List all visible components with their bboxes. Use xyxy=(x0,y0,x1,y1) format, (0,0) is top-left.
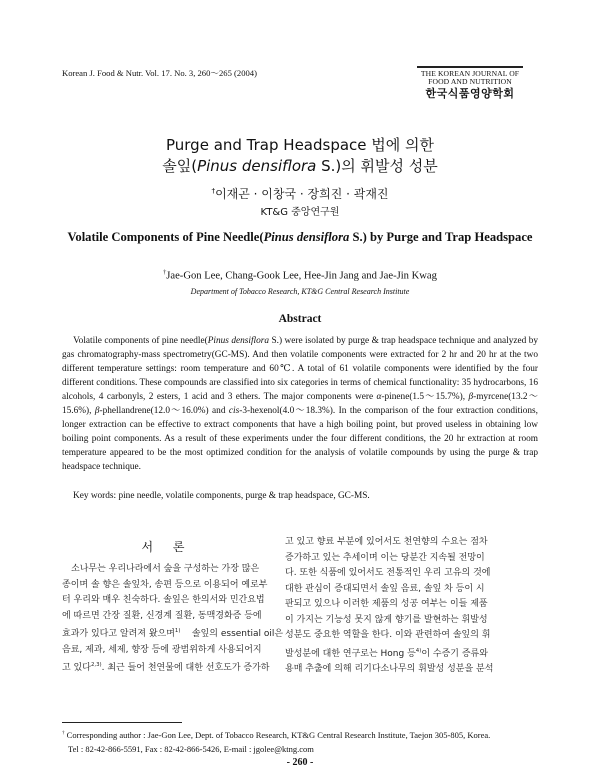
citation-sup: 4) xyxy=(415,647,422,654)
footnote xyxy=(62,726,538,756)
text-span: 발성분에 대한 연구로는 Hong 등 xyxy=(285,648,416,659)
title-ko-line2-post: S.)의 휘발성 성분 xyxy=(316,157,438,175)
footnote-rule xyxy=(62,722,182,723)
abstract-heading: Abstract xyxy=(278,313,322,325)
title-ko-line1: Purge and Trap Headspace 법에 의한 xyxy=(165,136,435,154)
journal-citation: Korean J. Food & Nutr. Vol. 17. No. 3, 260～265 (2004) xyxy=(62,68,257,78)
abstract-text-4: -myrcene(13.2～15.6%), xyxy=(62,392,538,417)
abstract-text-2: S.) were isolated by purge & trap headspace technique and analyzed by gas chromatography-mass spectrometry(GC-MS). And then volatile components were extracted for 2 hr and 20 hr at the two different temperature settings: room temperature and 60℃. A total of 61 volatile components were identified by the four different conditions. These compounds are classified into six categories in terms of chemical functionality: 35 hydrocarbons, 16 alcohols, 4 carbonyls, 2 esters, 1 acid and 3 ethers. The major components were xyxy=(62,336,539,403)
page-number: - 260 - xyxy=(286,757,314,768)
footnote-dagger: † xyxy=(62,730,65,736)
text-line: 고 있고 향료 부분에 있어서도 천연향의 수요는 점차 xyxy=(285,537,488,547)
text-line: 용매 추출에 의해 리기다소나무의 휘발성 성분을 분석 xyxy=(285,664,494,674)
corresponding-dagger-en: † xyxy=(163,269,167,276)
abstract-text-1: Volatile components of pine needle( xyxy=(73,336,208,346)
text-line: 에 따르면 간장 질환, 신경계 질환, 동맥경화증 등에 xyxy=(62,610,262,621)
text-span: 솔잎의 essential oil은 xyxy=(180,629,284,639)
text-line: 다. 또한 식품에 있어서도 전통적인 우리 고유의 것에 xyxy=(285,568,491,578)
affiliation-ko: KT&G 중앙연구원 xyxy=(260,207,340,218)
text-span: . 최근 들어 천연물에 대한 선호도가 증가하 xyxy=(101,663,270,673)
intro-left-column xyxy=(62,562,284,677)
text-line: 음료, 제과, 세제, 향장 등에 광범위하게 사용되어지 xyxy=(62,644,262,655)
footnote-line1 xyxy=(62,726,538,742)
text-span: 이 수증기 증류와 xyxy=(421,648,488,659)
intro-right-column xyxy=(285,535,538,678)
department-en: Department of Tobacco Research, KT&G Central Research Institute xyxy=(190,287,410,296)
journal-top-rule xyxy=(417,66,523,68)
abstract-text-3: -pinene(1.5～15.7%), xyxy=(381,392,469,403)
keywords-text: pine needle, volatile components, purge & trap headspace, GC-MS. xyxy=(116,491,370,501)
footnote-line2: Tel : 82-42-866-5591, Fax : 82-42-866-5426, E-mail : jgolee@ktng.com xyxy=(68,743,314,754)
text-line: 터 우리와 매우 친숙하다. 솔잎은 한의서와 민간요법 xyxy=(62,595,265,605)
text-span: 고 있다 xyxy=(62,663,91,673)
title-en xyxy=(60,228,540,247)
authors-ko xyxy=(0,185,600,202)
text-line: 종이며 솔 향은 솔잎차, 송편 등으로 이용되어 예로부 xyxy=(62,579,268,590)
title-ko-line2 xyxy=(0,156,600,177)
authors-en xyxy=(0,269,600,282)
abstract-paragraph xyxy=(62,334,538,474)
text-line: 판되고 있으나 이러한 제품의 성공 여부는 이들 제품 xyxy=(285,599,488,609)
abstract-alpha: α xyxy=(376,392,382,403)
abstract-beta-1: β xyxy=(468,392,474,403)
title-en-post: S.) by Purge and Trap Headspace xyxy=(349,230,533,244)
footnote-corresponding: Corresponding author : Jae-Gon Lee, Dept. of Tobacco Research, KT&G Central Research Institute, Taejon 305-805, Korea. xyxy=(66,729,491,740)
journal-name-ko: 한국식품영양학회 xyxy=(425,87,515,101)
keywords xyxy=(62,491,538,501)
text-line xyxy=(62,658,272,677)
abstract-species: Pinus densiflora xyxy=(207,336,270,346)
title-en-pre: Volatile Components of Pine Needle( xyxy=(67,230,264,244)
text-span: 효과가 있다고 알려져 왔으며 xyxy=(62,629,175,639)
authors-en-names: Jae-Gon Lee, Chang-Gook Lee, Hee-Jin Jang and Jae-Jin Kwag xyxy=(166,270,437,282)
citation-sup: 1) xyxy=(174,628,181,634)
text-line: 소나무는 우리나라에서 숲을 구성하는 가장 많은 xyxy=(71,564,260,574)
text-line: 증가하고 있는 추세이며 이는 당분간 지속될 전망이 xyxy=(285,552,485,563)
keywords-label: Key words: xyxy=(73,491,117,501)
journal-name-en-line1: THE KOREAN JOURNAL OF xyxy=(420,69,520,78)
title-ko-line2-pre: 솔잎( xyxy=(162,157,198,175)
authors-ko-names: 이재곤 · 이창국 · 장희진 · 곽재진 xyxy=(215,187,389,201)
citation-sup: 2,3) xyxy=(90,662,102,668)
journal-logo-block xyxy=(417,66,523,100)
title-ko-species: Pinus densiflora xyxy=(197,157,317,175)
abstract-body xyxy=(62,334,538,474)
abstract-cis: cis xyxy=(228,406,240,417)
section-heading-introduction: 서 론 xyxy=(141,540,193,554)
text-line: 대한 관심이 증대되면서 솔잎 음료, 솔잎 차 등이 시 xyxy=(285,583,485,594)
text-line xyxy=(62,624,284,643)
abstract-beta-2: β xyxy=(94,406,100,417)
journal-name-en-line2: FOOD AND NUTRITION xyxy=(428,77,512,87)
text-line: 이 가지는 기능성 못지 않게 향기를 발현하는 휘발성 xyxy=(285,614,488,625)
abstract-text-5: -phellandrene(12.0～16.0%) and xyxy=(99,406,229,417)
corresponding-dagger: † xyxy=(211,186,216,195)
text-line xyxy=(285,644,538,663)
text-line: 성분도 중요한 역할을 한다. 이와 관련하여 솔잎의 휘 xyxy=(285,630,491,640)
abstract-text-6: -3-hexenol(4.0～18.3%). In the comparison of the four extraction conditions, longer extraction can be effective to extract components that have a high boiling point, but proved useless in obtaining low boiling point components. As a result of these experiments under the four different conditions, the 20 hr extraction at room temperature appeared to be the most optimized condition for the analysis of volatile compounds by using the purge & trap headspace technique. xyxy=(62,406,538,473)
title-en-species: Pinus densiflora xyxy=(263,230,350,244)
